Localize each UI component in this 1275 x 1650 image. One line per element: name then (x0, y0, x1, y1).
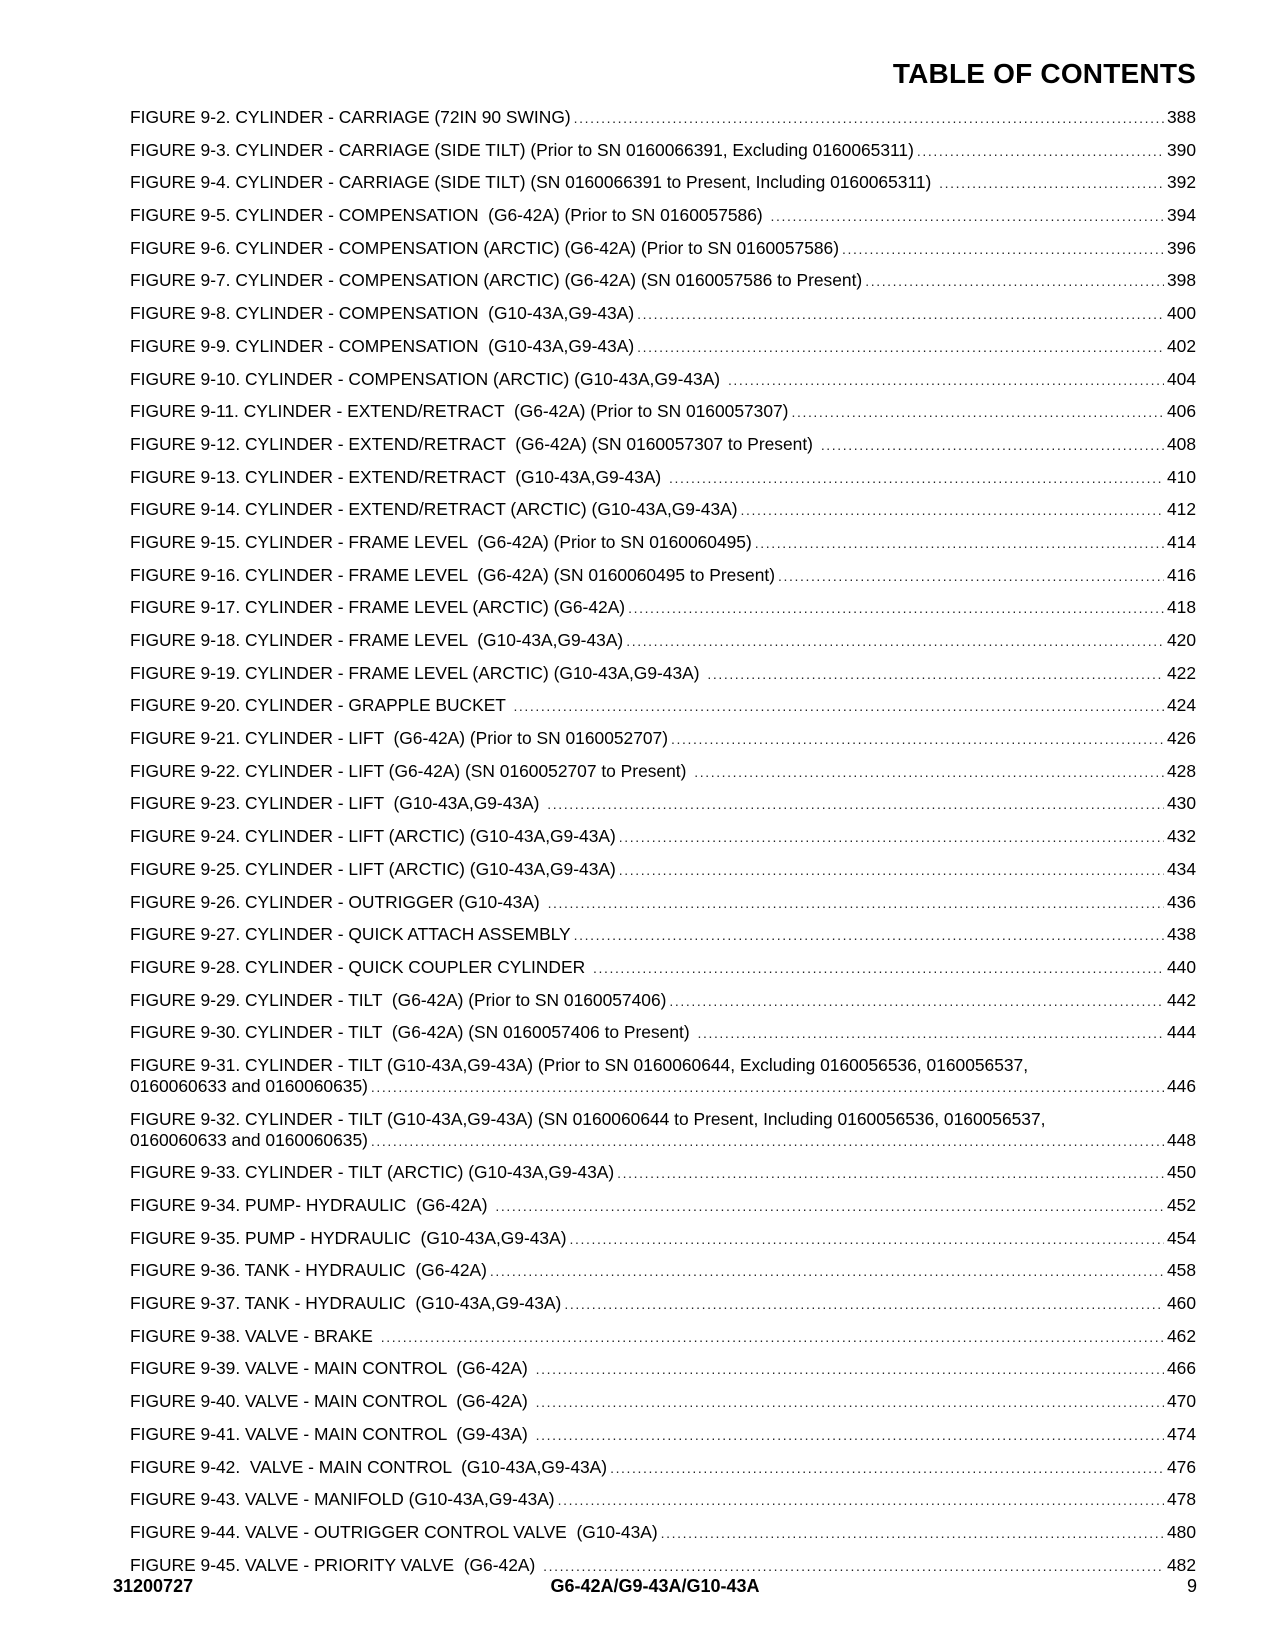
dot-leader (513, 696, 1164, 717)
toc-entry-title: FIGURE 9-12. CYLINDER - EXTEND/RETRACT (G6-42A) (SN 0160057307 to Present) (130, 433, 818, 454)
toc-entry-page: 440 (1166, 956, 1196, 977)
dot-leader (610, 1458, 1164, 1479)
toc-entry-page: 400 (1166, 303, 1196, 324)
toc-entry-title: FIGURE 9-9. CYLINDER - COMPENSATION (G10-43A,G9-43A) (130, 335, 635, 356)
toc-entry-page: 388 (1166, 107, 1196, 127)
dot-leader (558, 1490, 1164, 1511)
toc-entry-title: FIGURE 9-7. CYLINDER - COMPENSATION (ARCTIC) (G6-42A) (SN 0160057586 to Present) (130, 270, 863, 291)
footer-doc-number: 31200727 (113, 1576, 194, 1596)
dot-leader (755, 533, 1164, 554)
toc-entry-title: FIGURE 9-42. VALVE - MAIN CONTROL (G10-43A,G9-43A) (130, 1456, 608, 1477)
toc-entry-page: 428 (1166, 760, 1196, 781)
toc-entry-page: 424 (1166, 695, 1196, 716)
toc-entry-page: 434 (1166, 858, 1196, 879)
toc-entry[interactable] (130, 205, 1196, 227)
toc-entry[interactable] (130, 728, 1196, 750)
toc-entry-page: 396 (1166, 237, 1196, 258)
toc-entry[interactable] (130, 826, 1196, 848)
toc-entry[interactable] (130, 597, 1196, 619)
toc-entry-title: FIGURE 9-6. CYLINDER - COMPENSATION (ARCTIC) (G6-42A) (Prior to SN 0160057586) (130, 237, 839, 258)
toc-entry-title: FIGURE 9-17. CYLINDER - FRAME LEVEL (ARCTIC) (G6-42A) (130, 597, 626, 618)
toc-entry-title: FIGURE 9-36. TANK - HYDRAULIC (G6-42A) (130, 1260, 487, 1281)
dot-leader (574, 925, 1164, 946)
dot-leader (791, 402, 1164, 423)
toc-entry-title: FIGURE 9-22. CYLINDER - LIFT (G6-42A) (SN 0160052707 to Present) (130, 760, 692, 781)
toc-entry-title: FIGURE 9-45. VALVE - PRIORITY VALVE (G6-42A) (130, 1554, 541, 1575)
toc-entry[interactable] (130, 663, 1196, 685)
toc-entry[interactable] (130, 761, 1196, 783)
toc-entry-page: 482 (1166, 1554, 1196, 1575)
toc-entry[interactable] (130, 467, 1196, 489)
toc-entry[interactable] (130, 1260, 1196, 1282)
toc-entry-title: FIGURE 9-2. CYLINDER - CARRIAGE (72IN 90 SWING) (130, 107, 571, 127)
toc-entry-page: 420 (1166, 630, 1196, 650)
toc-entry-title: FIGURE 9-31. CYLINDER - TILT (G10-43A,G9-43A) (Prior to SN 0160060644, Excluding 0160056536, 0160056537, (130, 1054, 1029, 1075)
toc-entry-page: 410 (1166, 466, 1196, 487)
dot-leader (637, 337, 1164, 358)
dot-leader (619, 860, 1164, 881)
toc-entry-title: FIGURE 9-8. CYLINDER - COMPENSATION (G10-43A,G9-43A) (130, 303, 635, 324)
toc-entry-page: 452 (1166, 1195, 1196, 1215)
dot-leader (564, 1294, 1164, 1315)
toc-entry-title: FIGURE 9-10. CYLINDER - COMPENSATION (ARCTIC) (G10-43A,G9-43A) (130, 368, 725, 389)
toc-entry[interactable] (130, 107, 1196, 129)
toc-entry[interactable] (130, 1228, 1196, 1250)
toc-entry[interactable] (130, 1195, 1196, 1217)
toc-entry-page: 390 (1166, 139, 1196, 160)
toc-entry-title: FIGURE 9-3. CYLINDER - CARRIAGE (SIDE TILT) (Prior to SN 0160066391, Excluding 0160065311) (130, 139, 914, 160)
dot-leader (536, 1425, 1164, 1446)
toc-entry-page: 404 (1166, 368, 1196, 389)
dot-leader (371, 1077, 1164, 1098)
dot-leader (619, 827, 1164, 848)
toc-entry-title: FIGURE 9-44. VALVE - OUTRIGGER CONTROL VALVE (G10-43A) (130, 1521, 658, 1542)
dot-leader (671, 729, 1164, 750)
toc-entry-title: FIGURE 9-16. CYLINDER - FRAME LEVEL (G6-42A) (SN 0160060495 to Present) (130, 564, 775, 585)
toc-entry-title: FIGURE 9-34. PUMP- HYDRAULIC (G6-42A) (130, 1195, 493, 1215)
toc-entry-page: 448 (1166, 1129, 1196, 1150)
toc-entry-page: 392 (1166, 172, 1196, 193)
toc-entry-title: FIGURE 9-5. CYLINDER - COMPENSATION (G6-42A) (Prior to SN 0160057586) (130, 205, 768, 226)
dot-leader (536, 1359, 1164, 1380)
dot-leader (617, 1163, 1164, 1184)
dot-leader (821, 435, 1164, 456)
toc-entry[interactable] (130, 859, 1196, 881)
toc-entry-title: FIGURE 9-13. CYLINDER - EXTEND/RETRACT (G10-43A,G9-43A) (130, 466, 667, 487)
dot-leader (543, 1556, 1164, 1577)
dot-leader (707, 664, 1164, 685)
toc-entry-title: FIGURE 9-15. CYLINDER - FRAME LEVEL (G6-42A) (Prior to SN 0160060495) (130, 531, 752, 552)
dot-leader (371, 1131, 1164, 1152)
dot-leader (536, 1392, 1164, 1413)
toc-entry-page: 426 (1166, 728, 1196, 749)
toc-entry-page: 438 (1166, 924, 1196, 945)
toc-entry-title: FIGURE 9-11. CYLINDER - EXTEND/RETRACT (G6-42A) (Prior to SN 0160057307) (130, 401, 789, 422)
toc-entry[interactable] (130, 957, 1196, 979)
dot-leader (626, 631, 1164, 652)
toc-entry[interactable] (130, 565, 1196, 587)
toc-entry[interactable] (130, 630, 1196, 652)
toc-entry[interactable] (130, 1555, 1196, 1577)
toc-entry-page: 480 (1166, 1521, 1196, 1542)
toc-entry-page: 412 (1166, 499, 1196, 520)
toc-entry[interactable] (130, 892, 1196, 914)
toc-list (130, 107, 1196, 1587)
toc-entry[interactable] (130, 1109, 1196, 1152)
toc-entry-title: FIGURE 9-27. CYLINDER - QUICK ATTACH ASSEMBLY (130, 924, 571, 945)
dot-leader (574, 108, 1164, 129)
dot-leader (490, 1261, 1164, 1282)
toc-entry-page: 460 (1166, 1293, 1196, 1314)
toc-entry-page: 408 (1166, 433, 1196, 454)
toc-entry[interactable] (130, 1326, 1196, 1348)
toc-entry-title: FIGURE 9-33. CYLINDER - TILT (ARCTIC) (G10-43A,G9-43A) (130, 1162, 615, 1183)
dot-leader (939, 173, 1164, 194)
toc-entry[interactable] (130, 695, 1196, 717)
toc-entry-page: 432 (1166, 826, 1196, 847)
toc-entry-title: FIGURE 9-41. VALVE - MAIN CONTROL (G9-43A) (130, 1423, 533, 1444)
toc-entry[interactable] (130, 1391, 1196, 1413)
dot-leader (661, 1523, 1164, 1544)
dot-leader (495, 1196, 1164, 1217)
toc-entry-page: 446 (1166, 1075, 1196, 1096)
toc-entry-page: 462 (1166, 1325, 1196, 1346)
dot-leader (593, 958, 1164, 979)
toc-entry-page: 466 (1166, 1358, 1196, 1379)
toc-entry-page: 398 (1166, 270, 1196, 291)
toc-entry[interactable] (130, 924, 1196, 946)
dot-leader (865, 271, 1164, 292)
toc-entry-page: 406 (1166, 401, 1196, 422)
toc-entry-title: FIGURE 9-18. CYLINDER - FRAME LEVEL (G10-43A,G9-43A) (130, 630, 624, 650)
toc-entry-title: FIGURE 9-25. CYLINDER - LIFT (ARCTIC) (G10-43A,G9-43A) (130, 858, 616, 879)
toc-entry-page: 458 (1166, 1260, 1196, 1281)
toc-entry[interactable] (130, 172, 1196, 194)
toc-entry-page: 444 (1166, 1022, 1196, 1043)
dot-leader (669, 991, 1164, 1012)
dot-leader (697, 1023, 1164, 1044)
toc-entry[interactable] (130, 1522, 1196, 1544)
toc-entry-title: FIGURE 9-4. CYLINDER - CARRIAGE (SIDE TILT) (SN 0160066391 to Present, Including 0160065311) (130, 172, 937, 193)
toc-entry-title-continuation: 0160060633 and 0160060635) (130, 1129, 368, 1150)
toc-entry-title: FIGURE 9-38. VALVE - BRAKE (130, 1325, 378, 1346)
dot-leader (669, 468, 1164, 489)
dot-leader (741, 500, 1164, 521)
toc-entry-title: FIGURE 9-43. VALVE - MANIFOLD (G10-43A,G9-43A) (130, 1489, 555, 1510)
toc-entry-page: 416 (1166, 564, 1196, 585)
footer-models: G6-42A/G9-43A/G10-43A (550, 1576, 760, 1596)
page-footer (113, 1576, 1197, 1600)
dot-leader (917, 141, 1164, 162)
toc-entry[interactable] (130, 1055, 1196, 1098)
toc-entry[interactable] (130, 369, 1196, 391)
dot-leader (548, 893, 1164, 914)
dot-leader (771, 206, 1164, 227)
dot-leader (694, 762, 1164, 783)
toc-entry[interactable] (130, 1457, 1196, 1479)
toc-entry-title: FIGURE 9-28. CYLINDER - QUICK COUPLER CYLINDER (130, 956, 590, 977)
toc-entry[interactable] (130, 336, 1196, 358)
toc-entry-page: 394 (1166, 205, 1196, 226)
toc-entry-title: FIGURE 9-35. PUMP - HYDRAULIC (G10-43A,G9-43A) (130, 1227, 567, 1248)
toc-entry-page: 418 (1166, 597, 1196, 618)
toc-entry-page: 454 (1166, 1227, 1196, 1248)
dot-leader (637, 304, 1164, 325)
toc-entry-page: 470 (1166, 1391, 1196, 1412)
toc-entry-title: FIGURE 9-23. CYLINDER - LIFT (G10-43A,G9-43A) (130, 793, 545, 814)
toc-entry-title: FIGURE 9-37. TANK - HYDRAULIC (G10-43A,G9-43A) (130, 1293, 562, 1314)
dot-leader (842, 239, 1164, 260)
toc-entry-title: FIGURE 9-19. CYLINDER - FRAME LEVEL (ARCTIC) (G10-43A,G9-43A) (130, 662, 705, 683)
toc-entry[interactable] (130, 434, 1196, 456)
toc-entry[interactable] (130, 499, 1196, 521)
toc-entry-page: 436 (1166, 891, 1196, 912)
toc-entry[interactable] (130, 401, 1196, 423)
toc-entry-title: FIGURE 9-40. VALVE - MAIN CONTROL (G6-42A) (130, 1391, 533, 1412)
dot-leader (778, 566, 1164, 587)
toc-entry-title: FIGURE 9-21. CYLINDER - LIFT (G6-42A) (Prior to SN 0160052707) (130, 728, 669, 749)
page-title: TABLE OF CONTENTS (892, 58, 1196, 89)
toc-entry-page: 450 (1166, 1162, 1196, 1183)
toc-entry[interactable] (130, 1358, 1196, 1380)
dot-leader (628, 598, 1164, 619)
toc-entry-title: FIGURE 9-14. CYLINDER - EXTEND/RETRACT (ARCTIC) (G10-43A,G9-43A) (130, 499, 738, 520)
toc-entry-title: FIGURE 9-29. CYLINDER - TILT (G6-42A) (Prior to SN 0160057406) (130, 989, 667, 1010)
toc-entry[interactable] (130, 270, 1196, 292)
dot-leader (570, 1229, 1164, 1250)
dot-leader (381, 1327, 1164, 1348)
toc-entry[interactable] (130, 532, 1196, 554)
toc-entry[interactable] (130, 238, 1196, 260)
toc-entry-page: 402 (1166, 335, 1196, 356)
toc-entry-page: 474 (1166, 1423, 1196, 1444)
toc-entry-page: 476 (1166, 1456, 1196, 1477)
dot-leader (547, 794, 1164, 815)
toc-entry[interactable] (130, 1162, 1196, 1184)
toc-entry[interactable] (130, 140, 1196, 162)
footer-page-number: 9 (1186, 1576, 1197, 1596)
toc-entry-page: 430 (1166, 793, 1196, 814)
toc-entry-title-continuation: 0160060633 and 0160060635) (130, 1075, 368, 1096)
toc-entry-page: 422 (1166, 662, 1196, 683)
toc-entry-title: FIGURE 9-20. CYLINDER - GRAPPLE BUCKET (130, 695, 511, 716)
toc-entry[interactable] (130, 303, 1196, 325)
toc-entry-title: FIGURE 9-30. CYLINDER - TILT (G6-42A) (SN 0160057406 to Present) (130, 1022, 695, 1043)
toc-entry-title: FIGURE 9-39. VALVE - MAIN CONTROL (G6-42A) (130, 1358, 533, 1379)
toc-entry[interactable] (130, 1489, 1196, 1511)
toc-entry[interactable] (130, 793, 1196, 815)
toc-entry[interactable] (130, 1022, 1196, 1044)
toc-entry-page: 478 (1166, 1489, 1196, 1510)
dot-leader (728, 370, 1164, 391)
toc-entry-title: FIGURE 9-24. CYLINDER - LIFT (ARCTIC) (G10-43A,G9-43A) (130, 826, 616, 847)
toc-entry[interactable] (130, 1293, 1196, 1315)
toc-entry-page: 442 (1166, 989, 1196, 1010)
toc-entry[interactable] (130, 1424, 1196, 1446)
toc-entry-title: FIGURE 9-26. CYLINDER - OUTRIGGER (G10-43A) (130, 891, 545, 912)
toc-entry-title: FIGURE 9-32. CYLINDER - TILT (G10-43A,G9-43A) (SN 0160060644 to Present, Including 0160056536, 0160056537, (130, 1108, 1046, 1129)
toc-entry-page: 414 (1166, 531, 1196, 552)
toc-entry[interactable] (130, 990, 1196, 1012)
